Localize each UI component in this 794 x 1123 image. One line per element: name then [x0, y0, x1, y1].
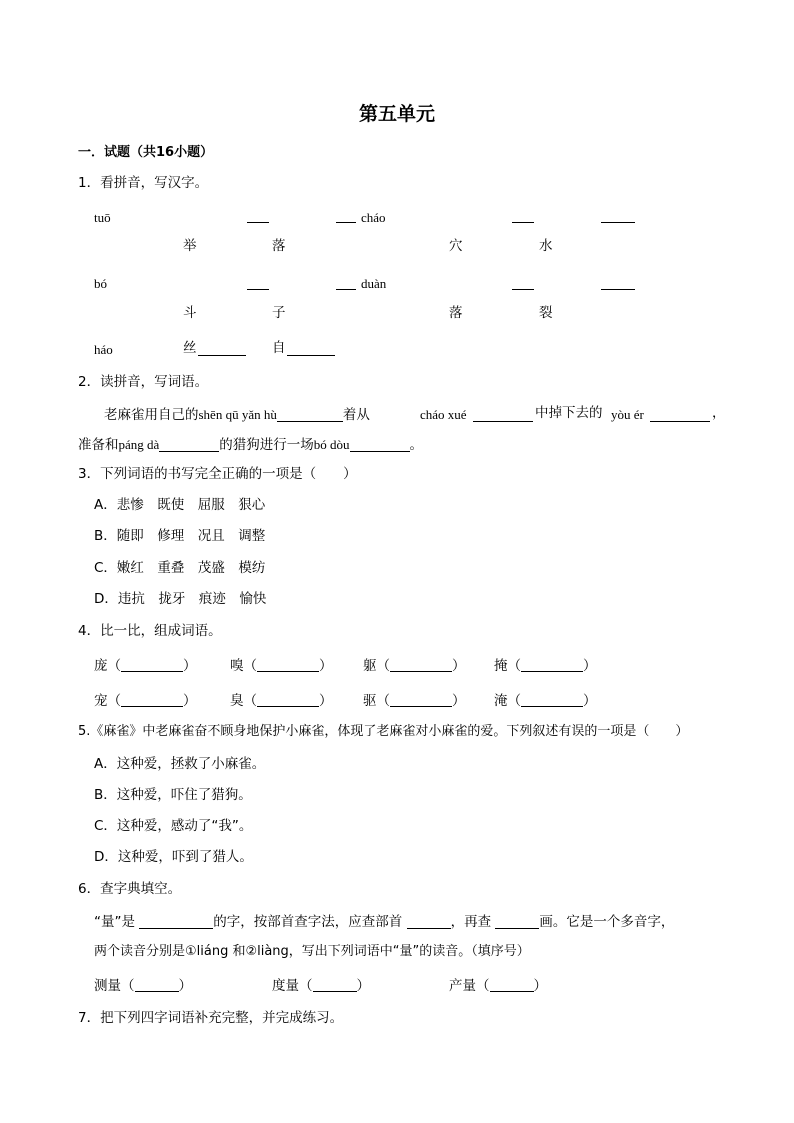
paren-close: ）: [183, 658, 197, 674]
q4-blank[interactable]: [121, 692, 183, 707]
q3-option-d[interactable]: D．违抗 拢牙 痕迹 愉快: [94, 591, 267, 607]
q1-row1-pinyin-2: cháo: [361, 210, 386, 225]
paren-close: ）: [319, 658, 333, 674]
q5-option-b[interactable]: B．这种爱，吓住了猎狗。: [94, 787, 252, 803]
q6-line2: 两个读音分别是①liáng 和②liàng，写出下列词语中“量”的读音。（填序号）: [94, 944, 530, 959]
q1-row1-blank-1[interactable]: [247, 222, 269, 223]
q6-blank[interactable]: [490, 977, 534, 992]
q3-stem: 3．下列词语的书写完全正确的一项是（ ）: [78, 466, 357, 482]
q6-word-1: [94, 977, 192, 994]
q2-text-1: 老麻雀用自己的: [104, 407, 199, 423]
q4-blank[interactable]: [257, 692, 319, 707]
q2-blank-1[interactable]: [277, 407, 343, 422]
q1-row3-char-1: 丝: [183, 340, 197, 356]
q4-row1-item-4: [494, 657, 597, 674]
q4-char: 躯: [363, 658, 377, 674]
q2-line1: [104, 407, 370, 423]
q2-pinyin-1: shēn qū yǎn hù: [198, 407, 277, 422]
q4-char: 宠: [94, 693, 108, 709]
q2-text-3: 中掉下去的: [535, 405, 603, 421]
q5-stem: 5.《麻雀》中老麻雀奋不顾身地保护小麻雀，体现了老麻雀对小麻雀的爱。下列叙述有误的一项是（ ）: [78, 724, 689, 739]
paren-open: （: [299, 978, 313, 994]
q7-stem: 7．把下列四字词语补充完整，并完成练习。: [78, 1010, 344, 1026]
q1-row3-char-2: 自: [272, 340, 286, 356]
q1-row2-char-4: 裂: [539, 305, 553, 321]
paren-open: （: [107, 658, 121, 674]
q1-row2-blank-2[interactable]: [336, 289, 356, 290]
q1-row3-blank-1[interactable]: [198, 355, 246, 356]
q4-row1-item-1: [94, 657, 197, 674]
q4-stem: 4．比一比，组成词语。: [78, 623, 222, 639]
q2-stem: 2．读拼音，写词语。: [78, 374, 209, 390]
q6-text-1: “量”是: [94, 914, 135, 930]
q6-line1: [94, 914, 674, 930]
q4-blank[interactable]: [521, 657, 583, 672]
paren-close: ）: [356, 978, 370, 994]
q6-blank-1[interactable]: [139, 914, 213, 929]
q1-row2-char-2: 子: [272, 305, 286, 321]
q4-blank[interactable]: [521, 692, 583, 707]
q2-text-7: 。: [409, 437, 424, 453]
q2-blank-4[interactable]: [159, 437, 219, 452]
paren-open: （: [121, 978, 135, 994]
paren-open: （: [376, 693, 390, 709]
q1-row2-pinyin-1: bó: [94, 276, 107, 291]
q1-row3-pinyin: háo: [94, 342, 113, 357]
paren-open: （: [507, 658, 521, 674]
q2-text-5: 准备和: [78, 437, 119, 453]
q6-word-2: [272, 977, 370, 994]
q5-option-c[interactable]: C．这种爱，感动了“我”。: [94, 818, 253, 834]
q6-blank[interactable]: [135, 977, 179, 992]
paren-open: （: [243, 658, 257, 674]
q6-text-4: 画。它是一个多音字，: [539, 914, 675, 930]
q1-row2-blank-4[interactable]: [601, 289, 635, 290]
q4-char: 庞: [94, 658, 108, 674]
q1-row2-char-3: 落: [449, 305, 463, 321]
q1-row1-char-4: 水: [539, 238, 553, 254]
q2-line2: [78, 437, 423, 453]
q1-row1-char-3: 穴: [449, 238, 463, 254]
q2-text-4: ，: [712, 405, 726, 421]
q4-blank[interactable]: [390, 692, 452, 707]
q1-row1-char-2: 落: [272, 238, 286, 254]
q6-word: 测量: [94, 978, 121, 994]
paren-open: （: [243, 693, 257, 709]
q2-text-6: 的猎狗进行一场: [219, 437, 314, 453]
q6-text-2: 的字，按部首查字法，应查部首: [213, 914, 403, 930]
page-title: 第五单元: [359, 103, 436, 125]
q3-option-c[interactable]: C．嫩红 重叠 茂盛 模纺: [94, 560, 266, 576]
q2-pinyin-2: cháo xué: [420, 407, 467, 422]
q4-char: 嗅: [230, 658, 244, 674]
q4-row2-item-4: [494, 692, 597, 709]
q4-char: 掩: [494, 658, 508, 674]
paren-close: ）: [319, 693, 333, 709]
q1-row2-char-1: 斗: [183, 305, 197, 321]
q2-pinyin-3: yòu ér: [611, 407, 644, 422]
q5-option-a[interactable]: A．这种爱，拯救了小麻雀。: [94, 756, 266, 772]
q2-blank-5[interactable]: [350, 437, 410, 452]
q6-word: 度量: [272, 978, 299, 994]
q2-blank-3[interactable]: [650, 421, 710, 422]
q3-option-a[interactable]: A．悲惨 既使 屈服 狠心: [94, 497, 266, 513]
q6-blank-2[interactable]: [407, 914, 451, 929]
paren-close: ）: [452, 693, 466, 709]
paren-open: （: [476, 978, 490, 994]
paren-open: （: [107, 693, 121, 709]
q4-blank[interactable]: [121, 657, 183, 672]
paren-close: ）: [533, 978, 547, 994]
q1-row1-blank-4[interactable]: [601, 222, 635, 223]
paren-close: ）: [183, 693, 197, 709]
q1-stem: 1．看拼音，写汉字。: [78, 175, 209, 191]
q4-blank[interactable]: [390, 657, 452, 672]
q1-row1-blank-2[interactable]: [336, 222, 356, 223]
q4-row2-item-3: [363, 692, 466, 709]
paren-close: ）: [452, 658, 466, 674]
q1-row2-pinyin-2: duàn: [361, 276, 387, 291]
q1-row1-char-1: 举: [183, 238, 197, 254]
q2-pinyin-4: páng dà: [118, 437, 160, 452]
q4-row1-item-3: [363, 657, 466, 674]
paren-close: ）: [583, 693, 597, 709]
q6-word-3: [449, 977, 547, 994]
paren-close: ）: [178, 978, 192, 994]
q6-blank-3[interactable]: [495, 914, 539, 929]
q1-row1-pinyin-1: tuō: [94, 210, 111, 225]
q6-text-3: ，再查: [450, 914, 492, 930]
q1-row3-blank-2[interactable]: [287, 355, 335, 356]
paren-open: （: [507, 693, 521, 709]
q3-option-b[interactable]: B．随即 修理 况且 调整: [94, 528, 266, 544]
paren-open: （: [376, 658, 390, 674]
q4-char: 驱: [363, 693, 377, 709]
q4-row2-item-2: [230, 692, 333, 709]
q6-blank[interactable]: [313, 977, 357, 992]
q2-pinyin-5: bó dòu: [313, 437, 350, 452]
q6-stem: 6．查字典填空。: [78, 881, 182, 897]
q4-row1-item-2: [230, 657, 333, 674]
q6-word: 产量: [449, 978, 476, 994]
q5-option-d[interactable]: D．这种爱，吓到了猎人。: [94, 849, 253, 865]
q4-row2-item-1: [94, 692, 197, 709]
q2-text-2: 着从: [342, 407, 370, 423]
paren-close: ）: [583, 658, 597, 674]
q1-row2-blank-1[interactable]: [247, 289, 269, 290]
q2-blank-2[interactable]: [473, 421, 533, 422]
q4-char: 臭: [230, 693, 244, 709]
q4-blank[interactable]: [257, 657, 319, 672]
q4-char: 淹: [494, 693, 508, 709]
q1-row2-blank-3[interactable]: [512, 289, 534, 290]
q1-row1-blank-3[interactable]: [512, 222, 534, 223]
section-heading: 一．试题（共16小题）: [78, 145, 214, 160]
